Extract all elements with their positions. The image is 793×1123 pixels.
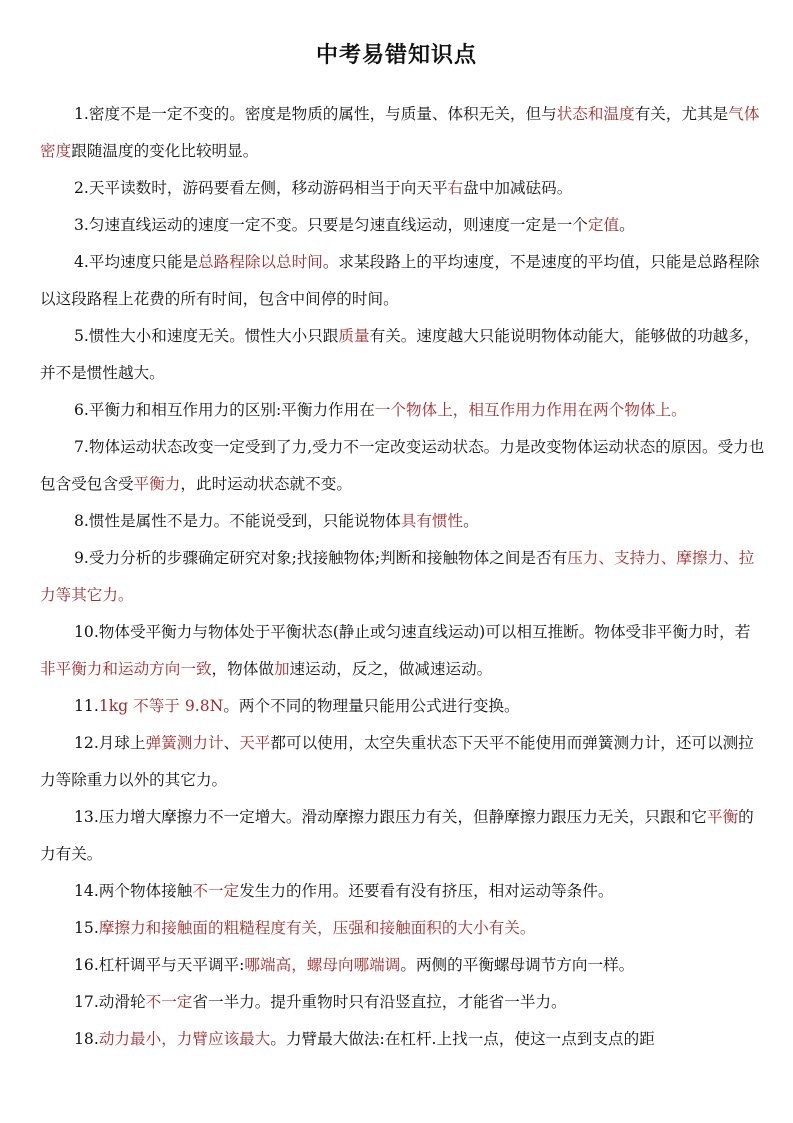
highlight-text: 平衡力 <box>133 475 181 493</box>
item-text: 2.天平读数时，游码要看左侧，移动游码相当于向天平 <box>74 179 448 197</box>
knowledge-item <box>40 207 765 244</box>
highlight-text: 天平 <box>239 734 271 752</box>
highlight-text: 压力、支持力、摩擦力、拉力等其它力。 <box>40 549 755 604</box>
item-text: 18. <box>74 1030 99 1048</box>
item-text: 9.受力分析的步骤确定研究对象;找接触物体;判断和接触物体之间是否有 <box>74 549 568 567</box>
item-text: 13.压力增大摩擦力不一定增大。滑动摩擦力跟压力有关，但静摩擦力跟压力无关，只跟和它 <box>74 808 707 826</box>
item-text: 16.杠杆调平与天平调平: <box>74 956 245 974</box>
knowledge-list <box>40 96 765 1058</box>
knowledge-item <box>40 688 765 725</box>
item-text: 。力臂最大做法:在杠杆.上找一点，使这一点到支点的距 <box>270 1030 655 1048</box>
knowledge-item <box>40 318 765 392</box>
highlight-text: 加 <box>273 660 290 678</box>
page-title: 中考易错知识点 <box>315 42 477 68</box>
item-text: 速运动，反之，做减速运动。 <box>289 660 493 678</box>
item-text: 的力有关。 <box>40 808 754 863</box>
highlight-text: 动力最小，力臂应该最大 <box>98 1030 271 1048</box>
highlight-text: 不一定 <box>192 882 240 900</box>
highlight-text: 摩擦力和接触面的粗糙程度有关，压强和接触面积的大小有关。 <box>98 919 536 937</box>
item-text: 11. <box>74 697 99 715</box>
highlight-text: 质量 <box>338 327 370 345</box>
highlight-text: 非平衡力和运动方向一致 <box>40 660 212 678</box>
item-text: 15. <box>74 919 99 937</box>
item-text: 。求某段路上的平均速度，不是速度的平均值，只能是总路程除以这段路程上花费的所有时间，包含中间停的时间。 <box>40 253 760 308</box>
item-text: 。 <box>619 216 635 234</box>
highlight-text: 不一定 <box>145 993 193 1011</box>
highlight-text: 具有惯性 <box>400 512 464 530</box>
item-text: 5.惯性大小和速度无关。惯性大小只跟 <box>74 327 339 345</box>
knowledge-item <box>40 429 765 503</box>
knowledge-item <box>40 540 765 614</box>
knowledge-item <box>40 910 765 947</box>
item-text: 省一半力。提升重物时只有沿竖直拉，才能省一半力。 <box>192 993 567 1011</box>
highlight-text: 总路程除以总时间 <box>198 253 323 271</box>
item-text: 有关，尤其是 <box>634 105 729 123</box>
item-text: 14.两个物体接触 <box>74 882 193 900</box>
item-text: 。两个不同的物理量只能用公式进行变换。 <box>223 697 520 715</box>
item-text: 8.惯性是属性不是力。不能说受到，只能说物体 <box>74 512 401 530</box>
highlight-text: 定值 <box>587 216 620 234</box>
knowledge-item <box>40 503 765 540</box>
item-text: 1.密度不是一定不变的。密度是物质的属性，与质量、体积无关，但与 <box>74 105 557 123</box>
knowledge-item <box>40 799 765 873</box>
highlight-text: 弹簧测力计 <box>145 734 224 752</box>
item-text: 10.物体受平衡力与物体处于平衡状态(静止或匀速直线运动)可以相互推断。物体受非平衡力时，若 <box>74 623 751 641</box>
item-text: 17.动滑轮 <box>74 993 146 1011</box>
item-text: 6.平衡力和相互作用力的区别:平衡力作用在 <box>74 401 375 419</box>
knowledge-item <box>40 873 765 910</box>
item-text: 都可以使用，太空失重状态下天平不能使用而弹簧测力计，还可以测拉力等除重力以外的其它力。 <box>40 734 754 789</box>
item-text: 跟随温度的变化比较明显。 <box>71 142 259 160</box>
highlight-text: 状态和温度 <box>556 105 635 123</box>
knowledge-item <box>40 96 765 170</box>
highlight-text: 哪端高，螺母向哪端调 <box>244 956 401 974</box>
item-text: 发生力的作用。还要看有没有挤压，相对运动等条件。 <box>239 882 614 900</box>
item-text: 3.匀速直线运动的速度一定不变。只要是匀速直线运动，则速度一定是一个 <box>74 216 588 234</box>
highlight-text: 气体密度 <box>40 105 760 160</box>
item-text: 。两侧的平衡螺母调节方向一样。 <box>400 956 635 974</box>
knowledge-item <box>40 947 765 984</box>
knowledge-item <box>40 244 765 318</box>
highlight-text: 右 <box>447 179 464 197</box>
knowledge-item <box>40 984 765 1021</box>
highlight-text: 1kg 不等于 9.8N <box>98 697 224 715</box>
item-text: ，物体做 <box>211 660 274 678</box>
item-text: 有关。速度越大只能说明物体动能大，能够做的功越多，并不是惯性越大。 <box>40 327 760 382</box>
knowledge-item <box>40 1021 765 1058</box>
item-text: 。 <box>463 512 479 530</box>
item-text: 7.物体运动状态改变一定受到了力,受力不一定改变运动状态。力是改变物体运动状态的原因。受力也包含受包含受 <box>40 438 765 493</box>
item-text: 、 <box>223 734 240 752</box>
item-text: ，此时运动状态就不变。 <box>180 475 352 493</box>
item-text: 4.平均速度只能是 <box>74 253 199 271</box>
item-text: 12.月球上 <box>74 734 146 752</box>
highlight-text: 一个物体上，相互作用力作用在两个物体上。 <box>374 401 687 419</box>
knowledge-item <box>40 614 765 688</box>
highlight-text: 平衡 <box>706 808 739 826</box>
knowledge-item <box>40 725 765 799</box>
knowledge-item <box>40 392 765 429</box>
knowledge-item <box>40 170 765 207</box>
item-text: 盘中加减砝码。 <box>463 179 573 197</box>
